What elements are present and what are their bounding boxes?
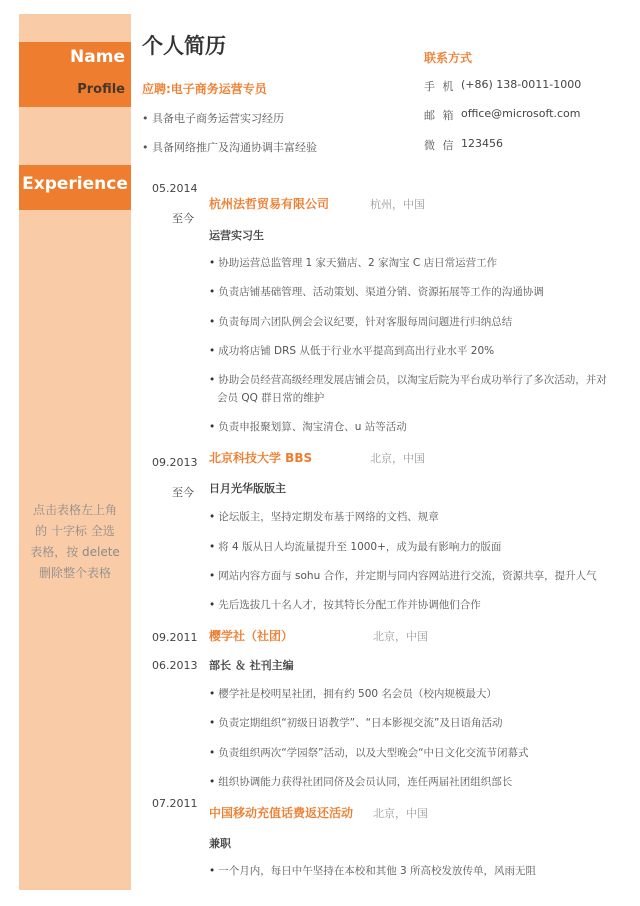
date-start: 09.2011 [152,631,198,644]
date-end: 至今 [172,212,194,225]
phone-label: 手 机 [424,80,456,93]
phone-value: (+86) 138-0011-1000 [461,78,582,91]
list-item: • 论坛版主，坚持定期发布基于网络的文档、规章 [209,511,439,523]
highlight-item: • 具备电子商务运营实习经历 [142,112,284,125]
highlight-item: • 具备网络推广及沟通协调丰富经验 [142,141,317,154]
org-name: 北京科技大学 BBS [209,451,313,465]
date-start: 05.2014 [152,182,198,195]
profile-label: Profile [77,82,125,97]
list-item: • 网站内容方面与 sohu 合作，并定期与同内容网站进行交流，资源共享，提升人气 [209,570,597,582]
date-end: 至今 [172,486,194,499]
wechat-label: 微 信 [424,139,456,152]
list-item: • 成功将店铺 DRS 从低于行业水平提高到高出行业水平 20% [209,345,495,357]
email-label: 邮 箱 [424,109,456,122]
date-start: 07.2011 [152,797,198,810]
org-name: 樱学社（社团） [209,629,294,643]
list-item: • 樱学社是校明星社团，拥有约 500 名会员（校内规模最大） [209,688,497,700]
org-location: 杭州，中国 [370,198,425,211]
list-item: • 先后选拔几十名人才，按其特长分配工作并协调他们合作 [209,599,481,611]
applied-role: 应聘:电子商务运营专员 [142,82,267,96]
list-item: • 一个月内，每日中午坚持在本校和其他 3 所高校发放传单，风雨无阻 [209,865,537,877]
list-item: • 负责组织两次“学园祭”活动，以及大型晚会“中日文化交流节闭幕式 [209,747,529,759]
org-location: 北京，中国 [373,807,428,820]
email-value: office@microsoft.com [461,107,581,120]
list-item: • 负责店铺基础管理、活动策划、渠道分销、资源拓展等工作的沟通协调 [209,286,544,298]
position-title: 日月光华版版主 [209,482,286,495]
list-item: • 负责定期组织“初级日语教学”、“日本影视交流”及日语角活动 [209,717,503,729]
date-start: 09.2013 [152,456,198,469]
position-title: 兼职 [209,837,231,850]
list-item: • 协助会员经营高级经理发展店铺会员，以淘宝后院为平台成功举行了多次活动，并对 [209,374,607,386]
position-title: 运营实习生 [209,229,264,242]
list-item: • 组织协调能力获得社团同侪及会员认同，连任两届社团组织部长 [209,776,513,788]
org-name: 中国移动充值话费返还活动 [209,806,354,820]
list-item: • 负责申报聚划算、淘宝清仓、u 站等活动 [209,421,407,433]
list-item: • 负责每周六团队例会会议纪要，针对客服每周问题进行归纳总结 [209,316,513,328]
org-location: 北京，中国 [373,630,428,643]
contact-title: 联系方式 [424,51,473,65]
list-item-continuation: 会员 QQ 群日常的维护 [217,392,325,404]
sidebar-note: 点击表格左上角 的 十字标 全选 表格，按 delete 删除整个表格 [30,503,120,580]
org-name: 杭州法哲贸易有限公司 [209,197,330,211]
org-location: 北京，中国 [370,452,425,465]
name-label: Name [70,47,125,67]
experience-tag: Experience [19,165,131,210]
name-profile-tag [19,42,131,107]
sidebar [19,14,131,890]
list-item: • 将 4 版从日人均流量提升至 1000+，成为最有影响力的版面 [209,541,502,553]
wechat-value: 123456 [461,137,503,150]
position-title: 部长 ＆ 社刊主编 [209,659,294,672]
list-item: • 协助运营总监管理 1 家天猫店、2 家淘宝 C 店日常运营工作 [209,257,498,269]
page-title: 个人简历 [142,34,226,58]
date-end: 06.2013 [152,659,198,672]
